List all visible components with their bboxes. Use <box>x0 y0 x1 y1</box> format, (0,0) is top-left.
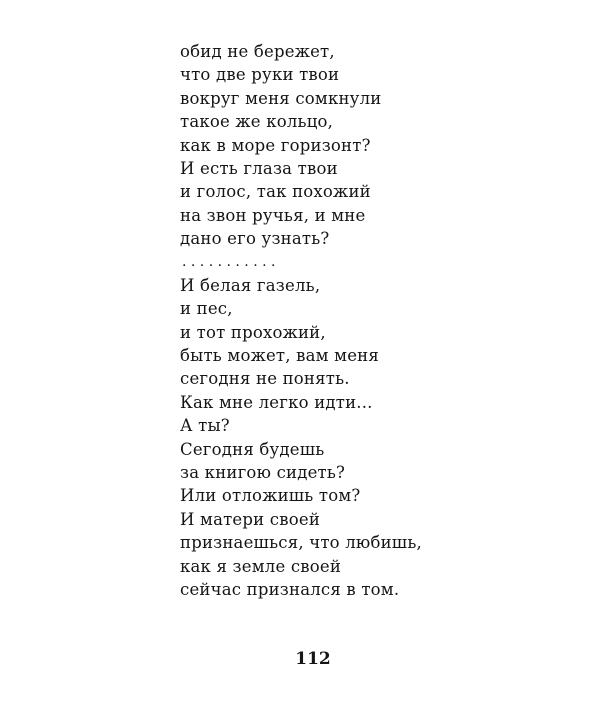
poem-line: на звон ручья, и мне <box>180 205 366 225</box>
poem-line: и пес, <box>180 299 233 319</box>
poem-line: за книгою сидеть? <box>180 463 346 483</box>
stanza-separator: . . . . . . . . . . . <box>182 253 276 270</box>
poem-line: вокруг меня сомкнули <box>180 88 382 108</box>
poem-line: А ты? <box>180 416 230 436</box>
page-number: 112 <box>295 649 331 669</box>
poem-line: как в море горизонт? <box>180 135 371 155</box>
poem-line: как я земле своей <box>180 556 342 576</box>
poem-line: сейчас признался в том. <box>180 579 400 599</box>
poem-line: и голос, так похожий <box>180 182 371 202</box>
poem-line: Сегодня будешь <box>180 439 325 459</box>
poem-line: И есть глаза твои <box>180 158 338 178</box>
poem-line: и тот прохожий, <box>180 322 326 342</box>
poem-line: такое же кольцо, <box>180 112 334 132</box>
poem-line: быть может, вам меня <box>180 346 379 366</box>
poem-line: обид не бережет, <box>180 42 335 61</box>
poem-line: И матери своей <box>180 509 321 529</box>
poem-line: И белая газель, <box>180 275 321 295</box>
poem-line: дано его узнать? <box>180 229 330 249</box>
poem-line: Или отложишь том? <box>180 486 361 506</box>
poem-line: Как мне легко идти... <box>180 392 373 412</box>
poem-line: признаешься, что любишь, <box>180 533 422 553</box>
poem-text <box>180 40 580 601</box>
poem-line: что две руки твои <box>180 65 340 85</box>
poem-line: сегодня не понять. <box>180 369 350 389</box>
